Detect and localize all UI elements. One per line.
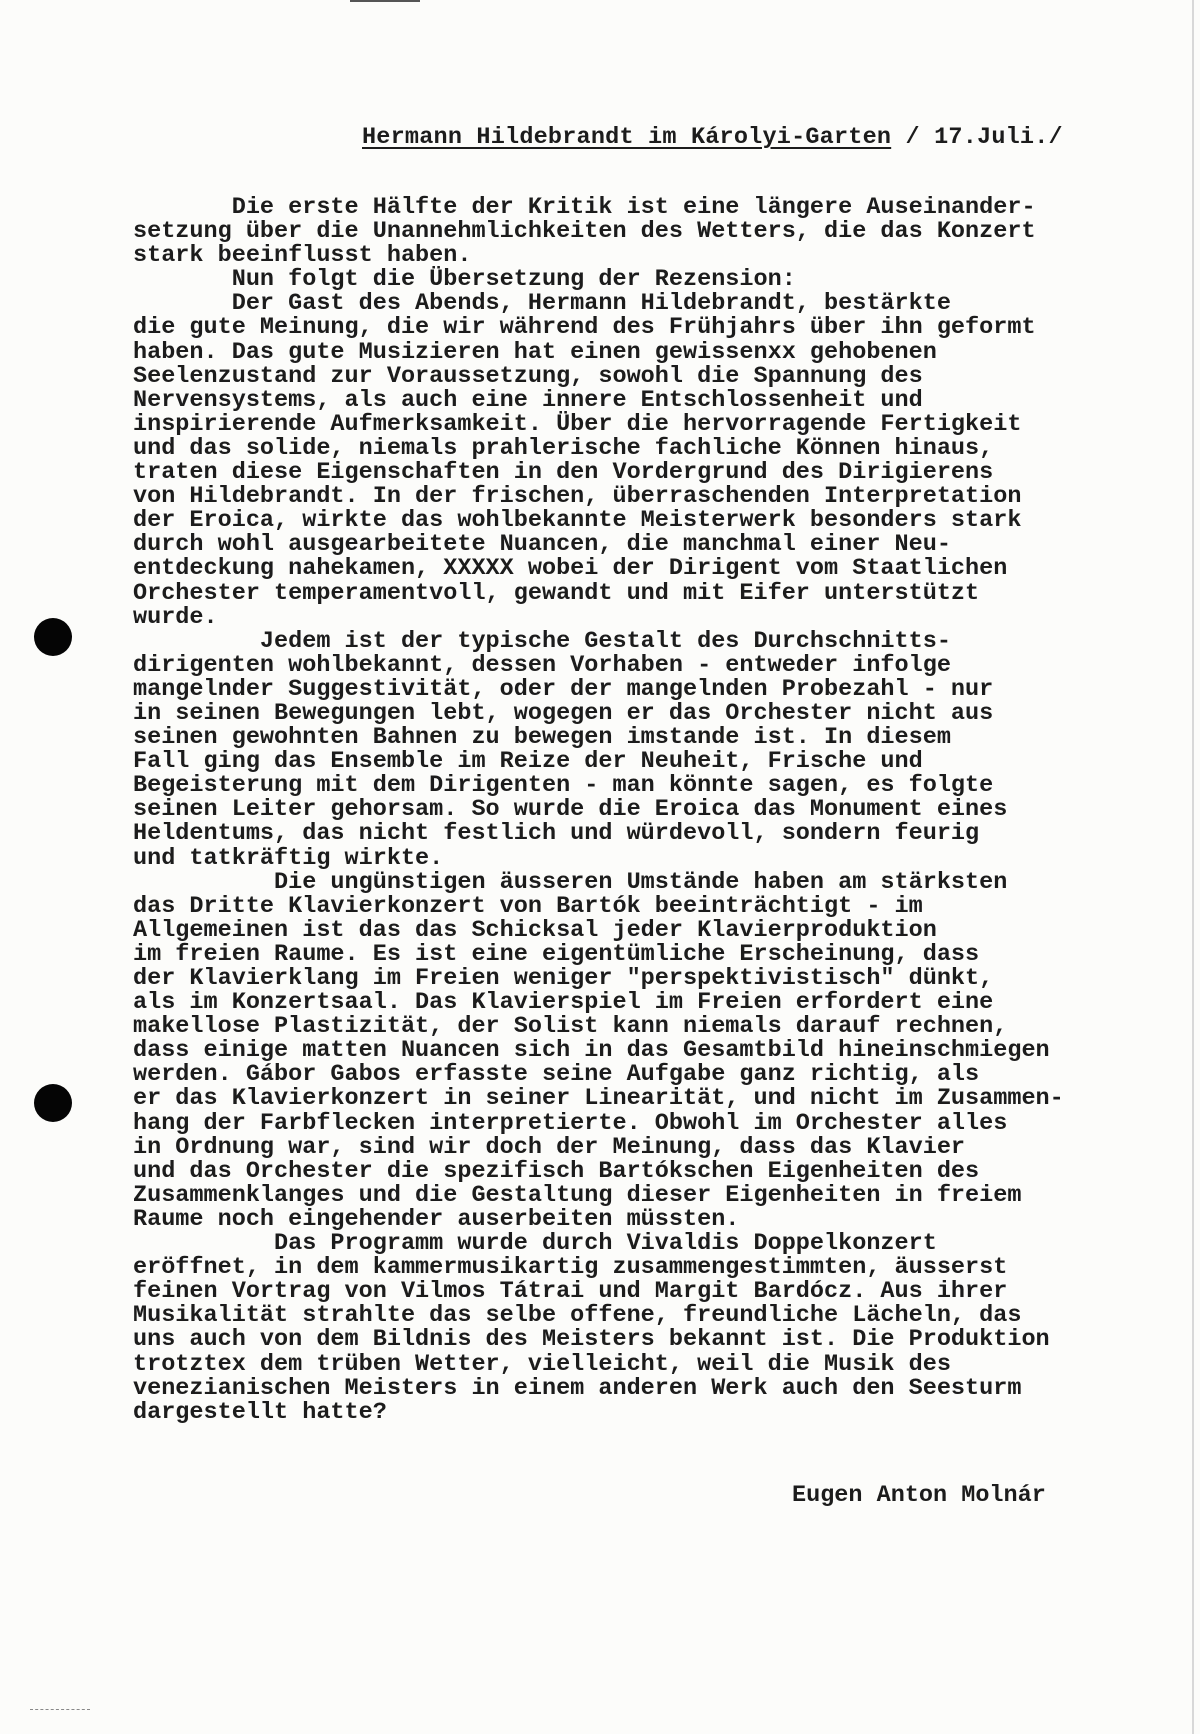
text-line: inspirierende Aufmerksamkeit. Über die hervorragende Fertigkeit <box>133 410 1022 438</box>
page-edge-shadow <box>1192 0 1194 1734</box>
text-line: der Eroica, wirkte das wohlbekannte Meisterwerk besonders stark <box>133 507 1022 535</box>
text-line: in Ordnung war, sind wir doch der Meinung, dass das Klavier <box>133 1133 966 1161</box>
text-line: Das Programm wurde durch Vivaldis Doppelkonzert <box>133 1230 937 1258</box>
text-line: Begeisterung mit dem Dirigenten - man könnte sagen, es folgte <box>133 772 994 800</box>
bottom-edge-mark <box>30 1709 90 1712</box>
text-line: Nun folgt die Übersetzung der Rezension: <box>133 266 796 294</box>
text-line: Allgemeinen ist das das Schicksal jeder Klavierproduktion <box>133 916 937 944</box>
text-line: uns auch von dem Bildnis des Meisters bekannt ist. Die Produktion <box>133 1326 1050 1354</box>
heading-title: Hermann Hildebrandt im Károlyi-Garten <box>362 124 892 151</box>
text-line: Raume noch eingehender auserbeiten müssten. <box>133 1205 740 1233</box>
text-line: dass einige matten Nuancen sich in das Gesamtbild hineinschmiegen <box>133 1037 1050 1065</box>
text-line: seinen Leiter gehorsam. So wurde die Eroica das Monument eines <box>133 796 1008 824</box>
text-line: Nervensystems, als auch eine innere Entschlossenheit und <box>133 386 923 414</box>
text-line: im freien Raume. Es ist eine eigentümliche Erscheinung, dass <box>133 940 980 968</box>
text-line: dargestellt hatte? <box>133 1398 387 1426</box>
punch-hole-upper <box>34 618 72 656</box>
text-line: seinen gewohnten Bahnen zu bewegen imstande ist. In diesem <box>133 724 951 752</box>
text-line: feinen Vortrag von Vilmos Tátrai und Margit Bardócz. Aus ihrer <box>133 1278 1008 1306</box>
text-line: Seelenzustand zur Voraussetzung, sowohl die Spannung des <box>133 362 923 390</box>
text-line: und das Orchester die spezifisch Bartókschen Eigenheiten des <box>133 1157 980 1185</box>
text-line: Fall ging das Ensemble im Reize der Neuheit, Frische und <box>133 748 923 776</box>
text-line: als im Konzertsaal. Das Klavierspiel im Freien erfordert eine <box>133 989 994 1017</box>
text-line: trotztex dem trüben Wetter, vielleicht, weil die Musik des <box>133 1350 951 1378</box>
text-line: und das solide, niemals prahlerische fachliche Können hinaus, <box>133 434 994 462</box>
text-line: der Klavierklang im Freien weniger "perspektivistisch" dünkt, <box>133 965 994 992</box>
text-line: dirigenten wohlbekannt, dessen Vorhaben - entweder infolge <box>133 651 951 679</box>
text-line: Heldentums, das nicht festlich und würdevoll, sondern feurig <box>133 820 980 848</box>
text-line: von Hildebrandt. In der frischen, überraschenden Interpretation <box>133 483 1022 511</box>
text-line: makellose Plastizität, der Solist kann niemals darauf rechnen, <box>133 1013 1008 1041</box>
text-line: Zusammenklanges und die Gestaltung dieser Eigenheiten in freiem <box>133 1181 1022 1209</box>
text-line: das Dritte Klavierkonzert von Bartók beeinträchtigt - im <box>133 892 923 920</box>
punch-hole-lower <box>34 1084 72 1122</box>
text-line: werden. Gábor Gabos erfasste seine Aufgabe ganz richtig, als <box>133 1061 980 1089</box>
text-line: venezianischen Meisters in einem anderen Werk auch den Seesturm <box>133 1374 1022 1402</box>
text-line: Die ungünstigen äusseren Umstände haben am stärksten <box>133 868 1008 896</box>
author-signature: Eugen Anton Molnár <box>792 1482 1046 1509</box>
top-edge-mark <box>350 0 420 6</box>
text-line: setzung über die Unannehmlichkeiten des Wetters, die das Konzert <box>133 218 1036 246</box>
text-line: in seinen Bewegungen lebt, wogegen er das Orchester nicht aus <box>133 699 994 727</box>
text-line: stark beeinflusst haben. <box>133 242 472 270</box>
heading-date: / 17.Juli./ <box>905 124 1063 151</box>
text-line: die gute Meinung, die wir während des Frühjahrs über ihn geformt <box>133 314 1036 342</box>
text-line: haben. Das gute Musizieren hat einen gewissenxx gehobenen <box>133 338 937 366</box>
text-line: Der Gast des Abends, Hermann Hildebrandt, bestärkte <box>133 290 951 318</box>
text-line: hang der Farbflecken interpretierte. Obwohl im Orchester alles <box>133 1109 1008 1137</box>
text-line: Musikalität strahlte das selbe offene, freundliche Lächeln, das <box>133 1302 1022 1330</box>
text-line: mangelnder Suggestivität, oder der mangelnden Probezahl - nur <box>133 675 994 703</box>
text-line: durch wohl ausgearbeitete Nuancen, die manchmal einer Neu- <box>133 531 951 559</box>
text-line: Jedem ist der typische Gestalt des Durchschnitts- <box>133 627 951 655</box>
text-line: Orchester temperamentvoll, gewandt und mit Eifer unterstützt <box>133 579 980 607</box>
text-line: wurde. <box>133 603 218 631</box>
text-line: traten diese Eigenschaften in den Vordergrund des Dirigierens <box>133 459 994 487</box>
review-body <box>133 196 1153 1425</box>
text-line: entdeckung nahekamen, XXXXX wobei der Dirigent vom Staatlichen <box>133 555 1008 583</box>
text-line: Die erste Hälfte der Kritik ist eine längere Auseinander- <box>133 194 1036 221</box>
text-line: er das Klavierkonzert in seiner Linearität, und nicht im Zusammen- <box>133 1085 1064 1113</box>
text-line: und tatkräftig wirkte. <box>133 844 444 872</box>
document-heading <box>362 124 1063 151</box>
text-line: eröffnet, in dem kammermusikartig zusammengestimmten, äusserst <box>133 1254 1008 1282</box>
